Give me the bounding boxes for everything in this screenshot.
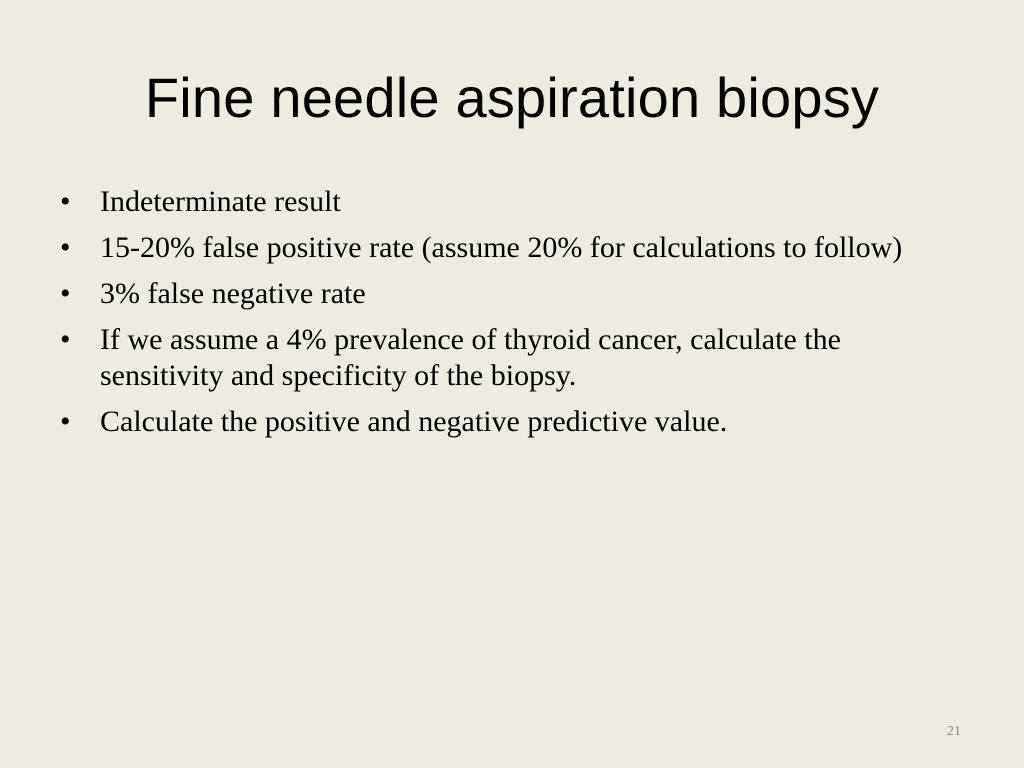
bullet-icon: • [60, 231, 71, 264]
bullet-text: Indeterminate result [100, 185, 341, 218]
page-number: 21 [947, 724, 961, 739]
bullet-icon: • [60, 185, 71, 218]
bullet-item-false-negative [60, 276, 960, 312]
bullet-item-predictive-value [60, 404, 960, 440]
bullet-list [60, 184, 960, 450]
bullet-text: 3% false negative rate [100, 277, 366, 310]
bullet-text: Calculate the positive and negative predictive value. [100, 405, 728, 438]
bullet-icon: • [60, 323, 71, 356]
bullet-text: If we assume a 4% prevalence of thyroid cancer, calculate the sensitivity and specificity of the biopsy. [100, 323, 841, 392]
bullet-item-indeterminate [60, 184, 960, 220]
bullet-text: 15-20% false positive rate (assume 20% for calculations to follow) [100, 231, 903, 264]
bullet-icon: • [60, 405, 71, 438]
slide-title: Fine needle aspiration biopsy [144, 66, 880, 129]
bullet-item-false-positive [60, 230, 960, 266]
bullet-item-prevalence [60, 322, 960, 394]
bullet-icon: • [60, 277, 71, 310]
